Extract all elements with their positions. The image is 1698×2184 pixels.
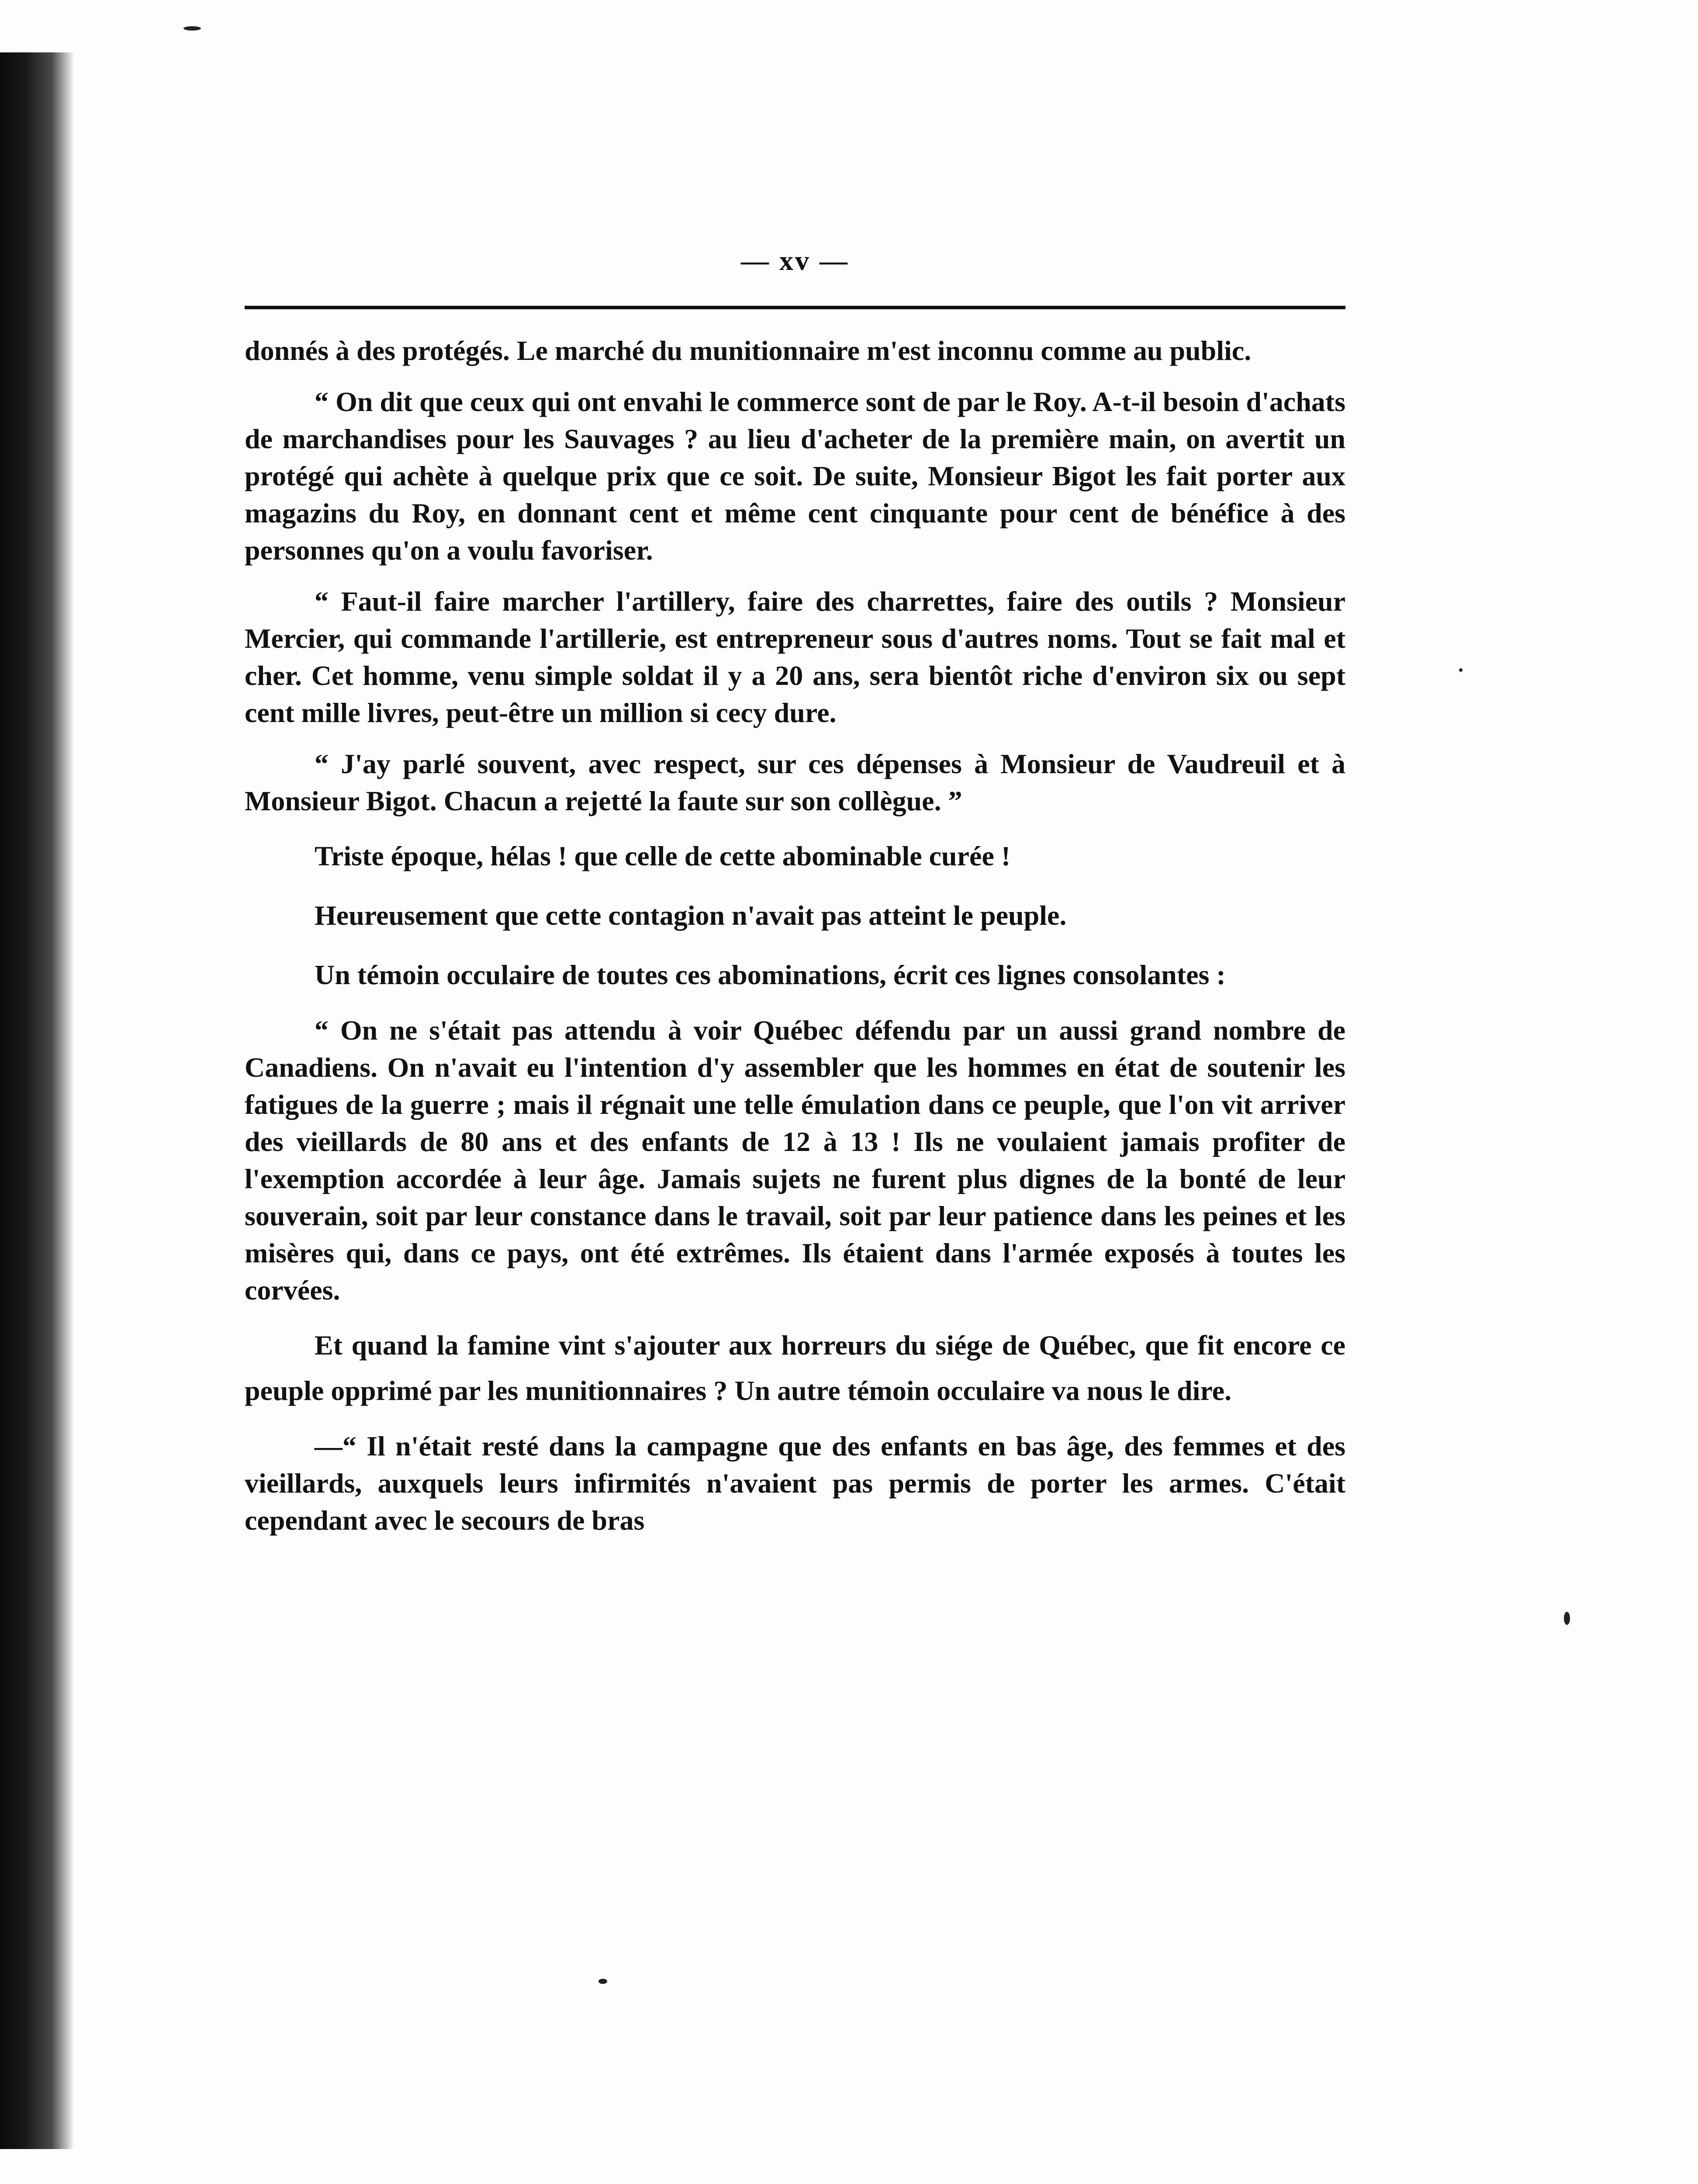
paragraph: Un témoin occulaire de toutes ces abominations, écrit ces lignes consolantes :	[315, 959, 1226, 990]
paragraph: —“ Il n'était resté dans la campagne que des enfants en bas âge, des femmes et des vieillards, auxquels leurs infirmités n'avaient pas permis de porter les armes. C'était cependant avec le secours de bras	[245, 1431, 1345, 1536]
paragraph: “ Faut-il faire marcher l'artillery, faire des charrettes, faire des outils ? Monsieur Mercier, qui commande l'artillerie, est entrepreneur sous d'autres noms. Tout se fait mal et cher. Cet homme, venu simple soldat il y a 20 ans, sera bientôt riche d'environ six ou sept cent mille livres, peut-être un million si cecy dure.	[245, 586, 1345, 728]
header-rule	[245, 306, 1345, 309]
body-text	[245, 332, 1345, 1553]
paragraph: Heureusement que cette contagion n'avait pas atteint le peuple.	[315, 900, 1067, 931]
paragraph: donnés à des protégés. Le marché du munitionnaire m'est inconnu comme au public.	[245, 335, 1252, 366]
paragraph: “ On ne s'était pas attendu à voir Québec défendu par un aussi grand nombre de Canadiens. On n'avait eu l'intention d'y assembler que les hommes en état de soutenir les fatigues de la guerre ; mais il régnait une telle émulation dans ce peuple, que l'on vit arriver des vieillards de 80 ans et des enfants de 12 à 13 ! Ils ne voulaient jamais profiter de l'exemption accordée à leur âge. Jamais sujets ne furent plus dignes de la bonté de leur souverain, soit par leur constance dans le travail, soit par leur patience dans les peines et les misères qui, dans ce pays, ont été extrêmes. Ils étaient dans l'armée exposés à toutes les corvées.	[245, 1015, 1345, 1306]
page-number-header: — xv —	[741, 245, 849, 276]
scan-speck	[598, 1979, 607, 1984]
scan-speck	[183, 26, 201, 31]
paragraph: Et quand la famine vint s'ajouter aux horreurs du siége de Québec, que fit encore ce peuple opprimé par les munitionnaires ? Un autre témoin occulaire va nous le dire.	[245, 1330, 1345, 1406]
paragraph: Triste époque, hélas ! que celle de cette abominable curée !	[315, 840, 1011, 871]
paragraph: “ J'ay parlé souvent, avec respect, sur ces dépenses à Monsieur de Vaudreuil et à Monsieur Bigot. Chacun a rejetté la faute sur son collègue. ”	[245, 748, 1345, 816]
scan-speck	[1459, 668, 1463, 672]
paragraph: “ On dit que ceux qui ont envahi le commerce sont de par le Roy. A-t-il besoin d'achats de marchandises pour les Sauvages ? au lieu d'acheter de la première main, on avertit un protégé qui achète à quelque prix que ce soit. De suite, Monsieur Bigot les fait porter aux magazins du Roy, en donnant cent et même cent cinquante pour cent de bénéfice à des personnes qu'on a voulu favoriser.	[245, 386, 1345, 566]
scan-shadow-edge	[0, 52, 74, 2149]
scan-speck	[1564, 1612, 1570, 1625]
